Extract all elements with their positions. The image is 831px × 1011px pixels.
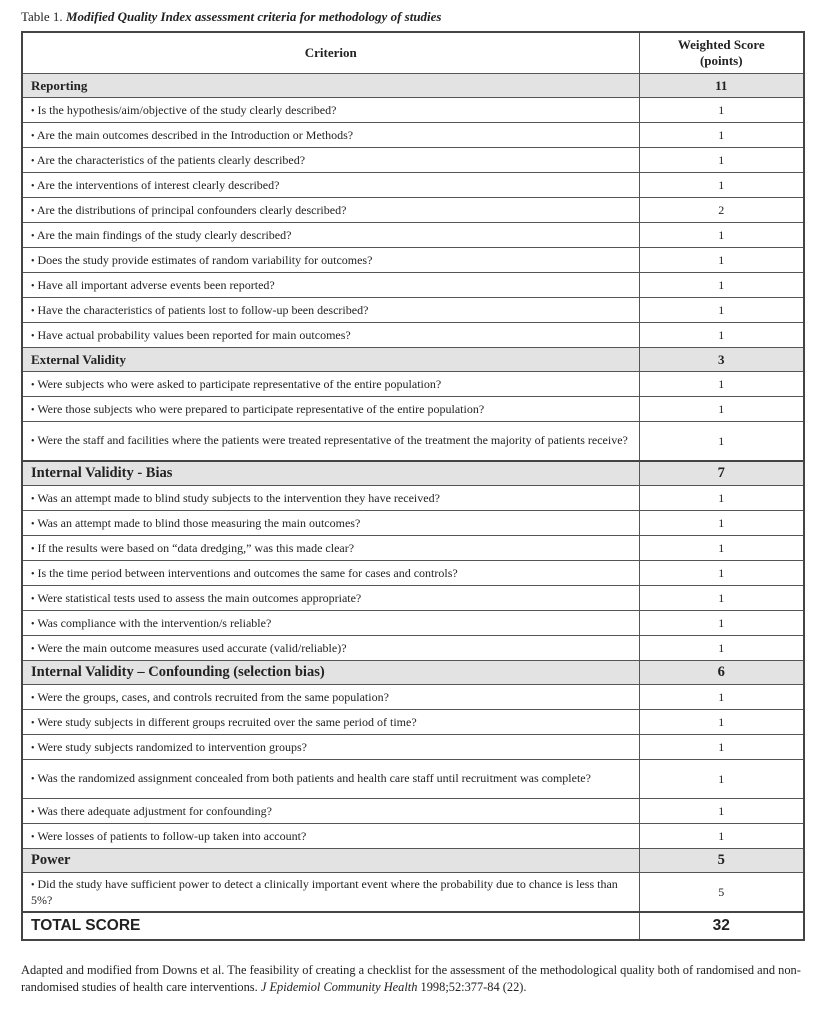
criterion-text: Are the distributions of principal confounders clearly described? xyxy=(36,202,347,217)
criterion-row xyxy=(22,273,804,298)
bullet-icon: • xyxy=(31,379,35,391)
bullet-icon: • xyxy=(31,230,35,242)
bullet-icon: • xyxy=(31,643,35,655)
criterion-text: Is the hypothesis/aim/objective of the study clearly described? xyxy=(37,102,337,117)
bullet-icon: • xyxy=(31,618,35,630)
bullet-icon: • xyxy=(31,831,35,843)
criterion-text: Did the study have sufficient power to detect a clinically important event where the probability due to chance is less than 5%? xyxy=(31,876,618,907)
criterion-row xyxy=(22,586,804,611)
criterion-score: 1 xyxy=(639,710,804,735)
bullet-icon: • xyxy=(31,130,35,142)
criterion-row xyxy=(22,148,804,173)
criterion-score: 1 xyxy=(639,248,804,273)
criterion-score: 1 xyxy=(639,372,804,397)
criterion-row xyxy=(22,372,804,397)
criterion-text: Are the main outcomes described in the Introduction or Methods? xyxy=(36,127,354,142)
criterion-score: 1 xyxy=(639,486,804,511)
bullet-icon: • xyxy=(31,806,35,818)
criterion-row xyxy=(22,561,804,586)
criterion-text: Were study subjects in different groups recruited over the same period of time? xyxy=(37,714,417,729)
criterion-text: If the results were based on “data dredging,” was this made clear? xyxy=(37,540,355,555)
criterion-cell xyxy=(22,799,639,824)
criterion-text: Were statistical tests used to assess the main outcomes appropriate? xyxy=(37,590,362,605)
criterion-score: 1 xyxy=(639,586,804,611)
bullet-icon: • xyxy=(31,205,35,217)
section-row xyxy=(22,348,804,372)
criterion-row xyxy=(22,760,804,799)
criterion-row xyxy=(22,173,804,198)
criterion-cell xyxy=(22,223,639,248)
criterion-cell xyxy=(22,123,639,148)
criterion-cell xyxy=(22,760,639,799)
criterion-text: Were subjects who were asked to participate representative of the entire population? xyxy=(37,376,442,391)
criterion-cell xyxy=(22,372,639,397)
criterion-score: 1 xyxy=(639,98,804,123)
criterion-text: Was compliance with the intervention/s reliable? xyxy=(37,615,272,630)
criterion-score: 1 xyxy=(639,123,804,148)
criterion-row xyxy=(22,323,804,348)
criterion-cell xyxy=(22,586,639,611)
footnote-text: Adapted and modified from Downs et al. The feasibility of creating a checklist for the assessment of the methodological quality both of randomised and non-randomised studies of health care interventions. xyxy=(21,963,801,994)
section-row xyxy=(22,74,804,98)
criterion-row xyxy=(22,536,804,561)
criterion-score: 1 xyxy=(639,223,804,248)
criterion-cell xyxy=(22,561,639,586)
bullet-icon: • xyxy=(31,305,35,317)
criterion-score: 1 xyxy=(639,611,804,636)
criterion-text: Were losses of patients to follow-up taken into account? xyxy=(37,828,307,843)
section-title: Reporting xyxy=(22,74,639,98)
criterion-row xyxy=(22,198,804,223)
bullet-icon: • xyxy=(31,518,35,530)
criterion-score: 1 xyxy=(639,636,804,661)
bullet-icon: • xyxy=(31,742,35,754)
criterion-text: Was the randomized assignment concealed from both patients and health care staff until recruitment was complete? xyxy=(37,771,591,785)
total-row xyxy=(22,912,804,940)
criterion-score: 1 xyxy=(639,760,804,799)
criterion-text: Was an attempt made to blind study subjects to the intervention they have received? xyxy=(37,490,440,505)
bullet-icon: • xyxy=(31,436,35,447)
criterion-score: 1 xyxy=(639,298,804,323)
criterion-text: Have all important adverse events been reported? xyxy=(37,277,275,292)
criterion-text: Is the time period between interventions and outcomes the same for cases and controls? xyxy=(37,565,458,580)
criterion-cell xyxy=(22,422,639,462)
criterion-score: 1 xyxy=(639,422,804,462)
bullet-icon: • xyxy=(31,180,35,192)
criterion-cell xyxy=(22,298,639,323)
table-caption xyxy=(21,9,442,25)
criterion-score: 1 xyxy=(639,511,804,536)
criterion-score: 1 xyxy=(639,561,804,586)
section-score: 11 xyxy=(639,74,804,98)
criterion-row xyxy=(22,873,804,913)
caption-prefix: Table 1. xyxy=(21,9,63,24)
total-label: TOTAL SCORE xyxy=(22,912,639,940)
criterion-row xyxy=(22,824,804,849)
criterion-cell xyxy=(22,710,639,735)
section-title: External Validity xyxy=(22,348,639,372)
bullet-icon: • xyxy=(31,717,35,729)
criterion-cell xyxy=(22,636,639,661)
criterion-cell xyxy=(22,611,639,636)
criterion-score: 1 xyxy=(639,273,804,298)
criterion-score: 5 xyxy=(639,873,804,913)
bullet-icon: • xyxy=(31,330,35,342)
score-header xyxy=(639,32,804,74)
section-score: 5 xyxy=(639,849,804,873)
criterion-row xyxy=(22,486,804,511)
criterion-row xyxy=(22,298,804,323)
quality-index-table xyxy=(21,31,805,941)
criterion-row xyxy=(22,636,804,661)
criterion-text: Are the interventions of interest clearly described? xyxy=(36,177,280,192)
section-score: 3 xyxy=(639,348,804,372)
criterion-row xyxy=(22,422,804,462)
section-score: 6 xyxy=(639,661,804,685)
criterion-score: 1 xyxy=(639,536,804,561)
criterion-text: Were the groups, cases, and controls recruited from the same population? xyxy=(37,689,389,704)
bullet-icon: • xyxy=(31,105,35,117)
criterion-text: Are the characteristics of the patients clearly described? xyxy=(36,152,306,167)
criterion-text: Were study subjects randomized to intervention groups? xyxy=(37,739,307,754)
criterion-score: 1 xyxy=(639,799,804,824)
bullet-icon: • xyxy=(31,404,35,416)
section-score: 7 xyxy=(639,461,804,486)
criterion-cell xyxy=(22,273,639,298)
score-header-line2: (points) xyxy=(699,53,743,68)
bullet-icon: • xyxy=(31,692,35,704)
criterion-cell xyxy=(22,873,639,913)
criterion-score: 1 xyxy=(639,397,804,422)
score-header-line1: Weighted Score xyxy=(677,37,765,52)
criterion-text: Have actual probability values been reported for main outcomes? xyxy=(37,327,351,342)
table-body xyxy=(22,74,804,941)
bullet-icon: • xyxy=(31,155,35,167)
criterion-score: 1 xyxy=(639,824,804,849)
criterion-row xyxy=(22,710,804,735)
bullet-icon: • xyxy=(31,593,35,605)
bullet-icon: • xyxy=(31,255,35,267)
header-row xyxy=(22,32,804,74)
section-title: Internal Validity - Bias xyxy=(22,461,639,486)
criterion-cell xyxy=(22,248,639,273)
criterion-row xyxy=(22,123,804,148)
criterion-cell xyxy=(22,323,639,348)
criterion-row xyxy=(22,799,804,824)
criterion-row xyxy=(22,397,804,422)
criterion-text: Was an attempt made to blind those measuring the main outcomes? xyxy=(37,515,361,530)
criterion-row xyxy=(22,98,804,123)
footnote-citation: 1998;52:377-84 (22). xyxy=(420,980,527,994)
criterion-cell xyxy=(22,536,639,561)
criterion-score: 1 xyxy=(639,735,804,760)
criterion-cell xyxy=(22,98,639,123)
criterion-row xyxy=(22,685,804,710)
criterion-text: Were those subjects who were prepared to participate representative of the entire population? xyxy=(37,401,485,416)
criterion-cell xyxy=(22,685,639,710)
bullet-icon: • xyxy=(31,543,35,555)
criterion-score: 2 xyxy=(639,198,804,223)
criterion-cell xyxy=(22,397,639,422)
criterion-score: 1 xyxy=(639,148,804,173)
criterion-row xyxy=(22,248,804,273)
criterion-text: Does the study provide estimates of random variability for outcomes? xyxy=(37,252,373,267)
criterion-cell xyxy=(22,735,639,760)
criterion-text: Are the main findings of the study clearly described? xyxy=(36,227,292,242)
criterion-cell xyxy=(22,148,639,173)
section-row xyxy=(22,849,804,873)
bullet-icon: • xyxy=(31,568,35,580)
criterion-text: Were the staff and facilities where the patients were treated representative of the treatment the majority of patients receive? xyxy=(37,433,628,447)
criterion-row xyxy=(22,611,804,636)
bullet-icon: • xyxy=(31,280,35,292)
criterion-text: Was there adequate adjustment for confounding? xyxy=(37,803,272,818)
caption-title: Modified Quality Index assessment criteria for methodology of studies xyxy=(65,9,442,24)
criterion-row xyxy=(22,735,804,760)
section-row xyxy=(22,661,804,685)
criterion-cell xyxy=(22,173,639,198)
criterion-score: 1 xyxy=(639,685,804,710)
footnote-journal: J Epidemiol Community Health xyxy=(260,980,418,994)
criterion-cell xyxy=(22,824,639,849)
criterion-cell xyxy=(22,198,639,223)
criterion-row xyxy=(22,223,804,248)
criterion-score: 1 xyxy=(639,173,804,198)
criterion-header: Criterion xyxy=(22,32,639,74)
bullet-icon: • xyxy=(31,879,35,891)
total-score: 32 xyxy=(639,912,804,940)
footnote xyxy=(21,962,801,996)
criterion-cell xyxy=(22,486,639,511)
section-row xyxy=(22,461,804,486)
criterion-row xyxy=(22,511,804,536)
criterion-score: 1 xyxy=(639,323,804,348)
section-title: Power xyxy=(22,849,639,873)
criterion-text: Have the characteristics of patients lost to follow-up been described? xyxy=(37,302,369,317)
criterion-text: Were the main outcome measures used accurate (valid/reliable)? xyxy=(37,640,347,655)
bullet-icon: • xyxy=(31,774,35,785)
section-title: Internal Validity – Confounding (selection bias) xyxy=(22,661,639,685)
bullet-icon: • xyxy=(31,493,35,505)
criterion-cell xyxy=(22,511,639,536)
